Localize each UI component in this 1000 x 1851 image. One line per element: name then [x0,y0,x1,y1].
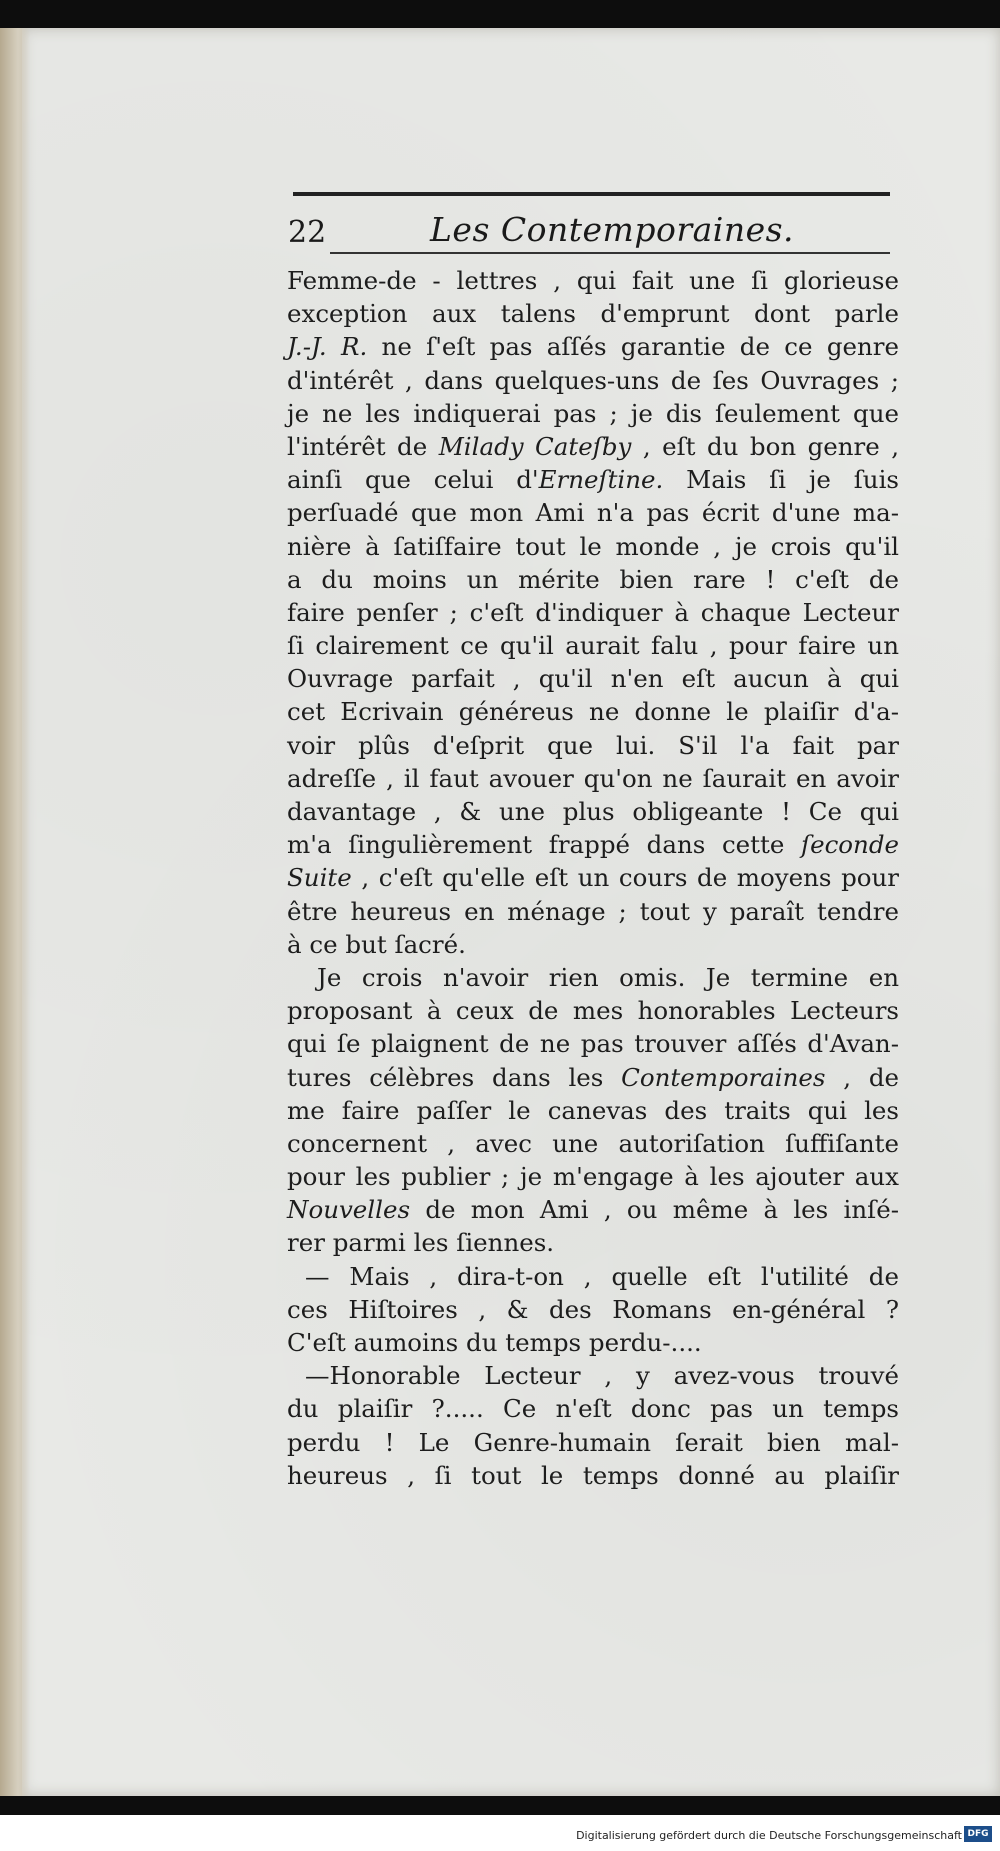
text-line [287,563,899,596]
text-line [287,330,899,363]
text-run: proposant à ceux de mes honorables Lecteurs [287,996,899,1026]
italic-text: Nouvelles [287,1195,411,1225]
text-line [287,264,899,297]
text-line [287,1027,899,1060]
text-run: — Mais , dira-t-on , quelle eſt l'utilité de [305,1261,899,1291]
text-line [287,596,899,629]
text-run: adreſſe , il faut avouer qu'on ne ſaurait en avoir [287,763,899,793]
text-run: qui ſe plaignent de ne pas trouver aſſés d'Avan- [287,1029,899,1059]
text-run: C'eſt aumoins du temps perdu-.... [287,1328,702,1357]
text-run: davantage , & une plus obligeante ! Ce qui [287,797,899,826]
italic-text: Contemporaines [621,1062,826,1092]
text-run: l'intérêt de [287,431,439,461]
italic-text: ſeconde [801,830,899,860]
italic-text: Suite [287,863,352,893]
text-line [287,1359,899,1392]
text-line [287,1193,899,1226]
body-text [287,264,899,1492]
text-run: ainſi que celui d' [287,465,539,495]
text-line [287,828,899,861]
dfg-logo: DFG [964,1826,992,1842]
text-run: pour les publier ; je m'engage à les ajouter aux [287,1162,899,1192]
text-line [287,364,899,397]
text-line [287,1160,899,1193]
text-run: heureus , ſi tout le temps donné au plaiſir [287,1460,899,1490]
text-run: perdu ! Le Genre-humain ſerait bien mal- [287,1427,899,1457]
text-line [287,861,899,894]
text-line [287,928,899,961]
text-line [287,961,899,994]
text-run: faire penſer ; c'eſt d'indiquer à chaque Lecteur [287,597,899,627]
text-line [287,795,899,828]
text-line [287,895,899,928]
text-run: de mon Ami , ou même à les inſé- [410,1195,899,1225]
text-line [287,1326,899,1359]
text-run: à ce but ſacré. [287,929,466,959]
text-line [287,496,899,529]
text-run: Femme-de - lettres , qui fait une ſi glorieuse [287,266,899,295]
text-line [287,695,899,728]
italic-text: Milady Cateſby [438,431,632,461]
text-line [287,397,899,430]
text-line [287,1226,899,1259]
text-run: nière à ſatiſfaire tout le monde , je crois qu'il [287,531,899,561]
text-run: exception aux talens d'emprunt dont parle [287,299,899,329]
text-run: cet Ecrivain généreus ne donne le plaiſir d'a- [287,697,899,727]
text-line [287,463,899,496]
text-line [287,762,899,795]
text-run: m'a ſingulièrement frappé dans cette [287,830,801,860]
text-run: ſi clairement ce qu'il aurait falu , pour faire un [287,631,899,661]
running-title: Les Contemporaines. [430,210,795,249]
text-line [287,1094,899,1127]
text-line [287,994,899,1027]
text-line [287,1293,899,1326]
text-line [287,1127,899,1160]
text-run: ne ſ'eſt pas aſſés garantie de ce genre [367,332,899,362]
text-run: ces Hiſtoires , & des Romans en-général ? [287,1294,899,1324]
text-line [287,430,899,463]
text-run: me faire paſſer le canevas des traits qui les [287,1095,899,1125]
italic-text: J.-J. R. [287,332,368,362]
text-run: du plaiſir ?..... Ce n'eſt donc pas un temps [287,1394,899,1424]
text-line [287,629,899,662]
text-line [287,297,899,330]
text-run: , eſt du bon genre , [631,431,899,461]
text-run: être heureus en ménage ; tout y paraît tendre [287,896,899,926]
text-run: Ouvrage parfait , qu'il n'en eſt aucun à qui [287,664,899,694]
text-run: —Honorable Lecteur , y avez-vous trouvé [305,1361,899,1391]
text-run: Mais ſi je ſuis [663,465,899,495]
text-line [287,530,899,563]
text-line [287,1061,899,1094]
italic-text: Erneſtine. [538,465,664,495]
text-run: a du moins un mérite bien rare ! c'eſt de [287,564,899,594]
header-rule [293,192,890,196]
text-run: je ne les indiquerai pas ; je dis ſeulement que [287,398,899,428]
text-run: voir plûs d'eſprit que lui. S'il l'a fait par [287,730,899,760]
page-binding-edge [0,28,30,1796]
text-line [287,729,899,762]
text-run: concernent , avec une autoriſation ſuffiſante [287,1128,899,1158]
header-underline [330,252,890,254]
text-run: d'intérêt , dans quelques-uns de ſes Ouvrages ; [287,365,899,395]
text-run: , de [825,1062,900,1092]
page-header [288,205,888,251]
text-line [287,1260,899,1293]
text-line [287,1459,899,1492]
text-run: tures célèbres dans les [287,1062,622,1092]
text-run: rer parmi les ſiennes. [287,1228,555,1258]
text-line [287,662,899,695]
text-run: , c'eſt qu'elle eſt un cours de moyens pour [351,863,899,893]
page-number: 22 [288,215,327,250]
text-line [287,1426,899,1459]
digitization-credit: Digitalisierung gefördert durch die Deutsche Forschungsgemeinschaft [576,1829,962,1842]
text-line [287,1392,899,1425]
text-run: perſuadé que mon Ami n'a pas écrit d'une ma- [287,498,899,528]
text-run: Je crois n'avoir rien omis. Je termine en [317,962,899,992]
